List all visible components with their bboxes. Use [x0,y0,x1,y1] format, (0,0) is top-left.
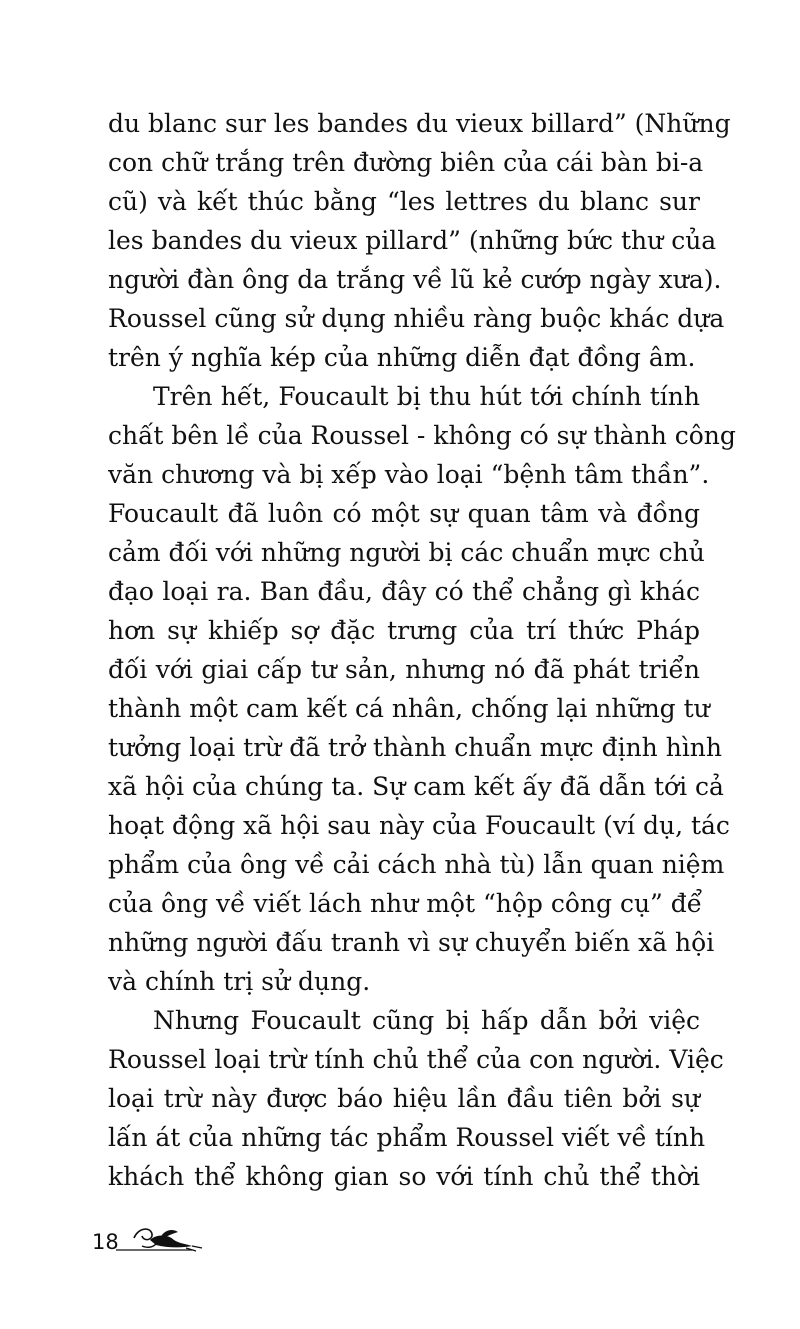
text-line: cũ) và kết thúc bằng “les lettres du blanc sur [108,187,700,216]
text-line: khách thể không gian so với tính chủ thể thời [108,1162,700,1191]
text-line: trên ý nghĩa kép của những diễn đạt đồng âm. [108,343,696,372]
page-number: 18 [92,1230,119,1254]
page-body [108,104,736,1196]
text-line: xã hội của chúng ta. Sự cam kết ấy đã dẫn tới cả [108,772,724,801]
text-line: hơn sự khiếp sợ đặc trưng của trí thức Pháp [108,616,700,645]
text-line: hoạt động xã hội sau này của Foucault (ví dụ, tác [108,811,730,840]
text-line: thành một cam kết cá nhân, chống lại những tư [108,694,710,723]
text-line: con chữ trắng trên đường biên của cái bàn bi-a [108,148,704,177]
text-line: lấn át của những tác phẩm Roussel viết về tính [108,1123,706,1152]
text-line: văn chương và bị xếp vào loại “bệnh tâm thần”. [108,460,710,489]
text-line: Nhưng Foucault cũng bị hấp dẫn bởi việc [153,1006,700,1035]
text-line: Trên hết, Foucault bị thu hút tới chính tính [153,382,700,411]
text-line: cảm đối với những người bị các chuẩn mực chủ [108,538,705,567]
text-line: đạo loại ra. Ban đầu, đây có thể chẳng gì khác [108,577,700,606]
text-line: những người đấu tranh vì sự chuyển biến xã hội [108,928,715,957]
text-line: người đàn ông da trắng về lũ kẻ cướp ngày xưa). [108,265,722,294]
text-line: loại trừ này được báo hiệu lần đầu tiên bởi sự [108,1084,700,1113]
paragraph-2 [108,377,736,1001]
page-footer [86,1218,216,1268]
text-line: chất bên lề của Roussel - không có sự thành công [108,421,736,450]
paragraph-1 [108,104,731,377]
text-line: của ông về viết lách như một “hộp công cụ” để [108,889,703,918]
text-line: du blanc sur les bandes du vieux billard” (Những [108,109,731,138]
text-line: Roussel cũng sử dụng nhiều ràng buộc khác dựa [108,304,725,333]
text-line: les bandes du vieux pillard” (những bức thư của [108,226,717,255]
bird-ornament-icon [116,1218,206,1263]
text-line: Foucault đã luôn có một sự quan tâm và đồng [108,499,700,528]
text-line: phẩm của ông về cải cách nhà tù) lẫn quan niệm [108,850,725,879]
text-line: tưởng loại trừ đã trở thành chuẩn mực định hình [108,733,723,762]
text-line: Roussel loại trừ tính chủ thể của con người. Việc [108,1045,724,1074]
text-line: và chính trị sử dụng. [108,967,371,996]
text-line: đối với giai cấp tư sản, nhưng nó đã phát triển [108,655,700,684]
paragraph-3 [108,1001,724,1196]
